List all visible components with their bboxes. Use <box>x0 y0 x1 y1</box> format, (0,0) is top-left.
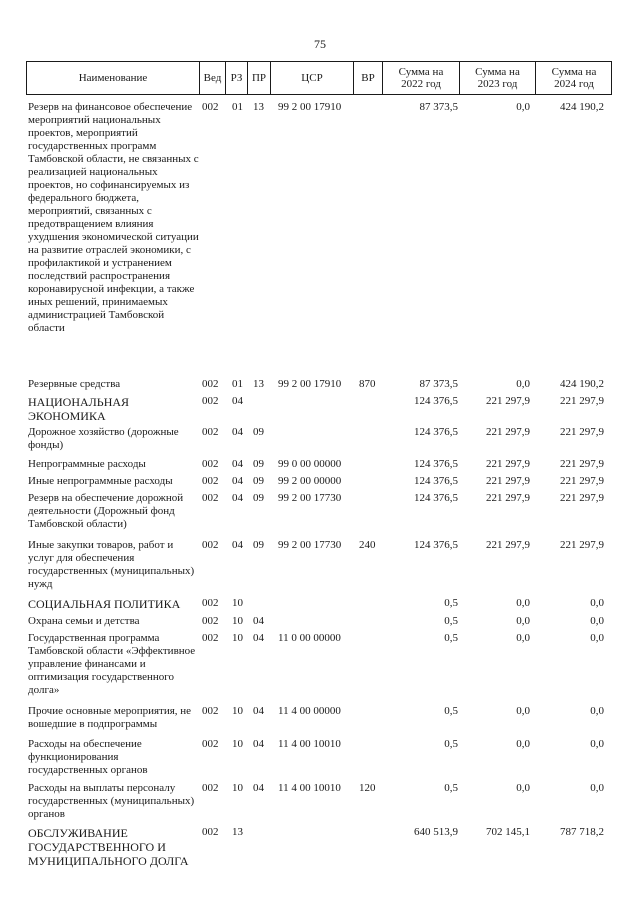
row-rz: 04 <box>232 492 243 504</box>
row-csr: 99 2 00 17910 <box>278 378 342 390</box>
row-sum-2023: 0,0 <box>516 101 530 113</box>
row-ved: 002 <box>202 705 219 717</box>
row-ved: 002 <box>202 101 219 113</box>
row-sum-2023: 221 297,9 <box>486 492 530 504</box>
row-ved: 002 <box>202 458 219 470</box>
row-sum-2022: 640 513,9 <box>414 826 458 838</box>
row-rz: 10 <box>232 782 243 794</box>
row-csr: 11 0 00 00000 <box>278 632 341 644</box>
row-rz: 04 <box>232 539 243 551</box>
row-sum-2023: 221 297,9 <box>486 395 530 407</box>
row-sum-2024: 424 190,2 <box>560 378 604 390</box>
row-rz: 04 <box>232 475 243 487</box>
header-sum-2023: Сумма на 2023 год <box>475 66 520 90</box>
header-sum-2022: Сумма на 2022 год <box>398 66 444 90</box>
header-ved: Вед <box>203 72 222 84</box>
row-sum-2022: 87 373,5 <box>419 378 458 390</box>
row-name: Прочие основные мероприятия, не вошедшие в подпрограммы <box>28 705 192 730</box>
row-rz: 04 <box>232 458 243 470</box>
row-sum-2023: 221 297,9 <box>486 426 530 438</box>
row-pr: 04 <box>253 705 264 717</box>
row-sum-2024: 221 297,9 <box>560 395 604 407</box>
row-pr: 04 <box>253 632 264 644</box>
row-sum-2022: 87 373,5 <box>419 101 458 113</box>
row-csr: 99 0 00 00000 <box>278 458 342 470</box>
row-sum-2024: 221 297,9 <box>560 539 604 551</box>
row-ved: 002 <box>202 475 219 487</box>
row-sum-2024: 221 297,9 <box>560 475 604 487</box>
header-vr: ВР <box>361 72 375 84</box>
row-pr: 09 <box>253 475 264 487</box>
row-pr: 13 <box>253 378 264 390</box>
row-sum-2022: 124 376,5 <box>414 395 458 407</box>
row-sum-2023: 0,0 <box>516 705 530 717</box>
row-sum-2023: 0,0 <box>516 782 530 794</box>
row-pr: 04 <box>253 738 264 750</box>
row-sum-2022: 0,5 <box>444 705 458 717</box>
row-ved: 002 <box>202 378 219 390</box>
row-name: Непрограммные расходы <box>28 458 146 470</box>
row-name: Иные закупки товаров, работ и услуг для обеспечения государственных (муниципальных) нужд <box>28 539 195 590</box>
row-sum-2024: 221 297,9 <box>560 426 604 438</box>
row-ved: 002 <box>202 597 219 609</box>
row-pr: 04 <box>253 615 264 627</box>
row-sum-2022: 0,5 <box>444 782 458 794</box>
row-csr: 11 4 00 10010 <box>278 738 341 750</box>
row-sum-2024: 787 718,2 <box>560 826 604 838</box>
row-rz: 10 <box>232 738 243 750</box>
header-csr: ЦСР <box>301 72 323 84</box>
row-csr: 11 4 00 10010 <box>278 782 341 794</box>
row-sum-2024: 0,0 <box>590 738 604 750</box>
header-pr: ПР <box>251 72 267 84</box>
row-sum-2023: 702 145,1 <box>486 826 530 838</box>
row-pr: 09 <box>253 492 264 504</box>
header-name: Наименование <box>78 72 148 84</box>
row-sum-2022: 0,5 <box>444 597 458 609</box>
row-sum-2022: 124 376,5 <box>414 539 458 551</box>
row-pr: 09 <box>253 539 264 551</box>
row-ved: 002 <box>202 426 219 438</box>
row-sum-2023: 221 297,9 <box>486 458 530 470</box>
row-ved: 002 <box>202 539 219 551</box>
row-rz: 10 <box>232 705 243 717</box>
row-sum-2023: 221 297,9 <box>486 539 530 551</box>
header-rz: РЗ <box>230 72 243 84</box>
row-sum-2022: 124 376,5 <box>414 492 458 504</box>
row-name: Резервные средства <box>28 378 121 390</box>
row-rz: 04 <box>232 426 243 438</box>
row-rz: 04 <box>232 395 243 407</box>
row-sum-2023: 0,0 <box>516 615 530 627</box>
row-name: Резерв на финансовое обеспечение мероприятий национальных проектов, мероприятий государственных программ Тамбовской области, не связанных с реализацией национальных проектов, но софинансируемых из федерального бюджета, мероприятий, связанных с предотвращением влияния ухудшения экономической ситуации на развитие отраслей экономики, с профилактикой и устранением последствий распространения коронавирусной инфекции, а также иных решений, принимаемых администрацией Тамбовской области <box>28 101 199 334</box>
row-ved: 002 <box>202 615 219 627</box>
row-ved: 002 <box>202 738 219 750</box>
row-sum-2023: 0,0 <box>516 632 530 644</box>
row-sum-2023: 221 297,9 <box>486 475 530 487</box>
table-header <box>26 61 612 95</box>
row-ved: 002 <box>202 492 219 504</box>
row-name: Расходы на обеспечение функционирования государственных органов <box>28 738 148 776</box>
row-sum-2023: 0,0 <box>516 738 530 750</box>
row-ved: 002 <box>202 782 219 794</box>
row-csr: 99 2 00 17730 <box>278 492 342 504</box>
row-pr: 09 <box>253 458 264 470</box>
row-ved: 002 <box>202 632 219 644</box>
row-sum-2023: 0,0 <box>516 597 530 609</box>
row-sum-2024: 0,0 <box>590 632 604 644</box>
row-rz: 01 <box>232 101 243 113</box>
row-rz: 13 <box>232 826 243 838</box>
row-csr: 11 4 00 00000 <box>278 705 341 717</box>
row-sum-2022: 0,5 <box>444 632 458 644</box>
row-name: Дорожное хозяйство (дорожные фонды) <box>28 426 179 451</box>
row-name: НАЦИОНАЛЬНАЯ ЭКОНОМИКА <box>28 395 130 423</box>
row-name: Иные непрограммные расходы <box>28 475 173 487</box>
row-sum-2024: 0,0 <box>590 782 604 794</box>
row-sum-2022: 0,5 <box>444 738 458 750</box>
row-sum-2022: 124 376,5 <box>414 426 458 438</box>
row-name: Охрана семьи и детства <box>28 615 140 627</box>
row-name: Резерв на обеспечение дорожной деятельности (Дорожный фонд Тамбовской области) <box>28 492 184 530</box>
row-vr: 120 <box>359 782 376 794</box>
row-csr: 99 2 00 17910 <box>278 101 342 113</box>
row-sum-2024: 0,0 <box>590 705 604 717</box>
row-rz: 10 <box>232 632 243 644</box>
row-sum-2024: 0,0 <box>590 597 604 609</box>
row-sum-2024: 221 297,9 <box>560 458 604 470</box>
row-name: СОЦИАЛЬНАЯ ПОЛИТИКА <box>28 597 181 611</box>
row-csr: 99 2 00 17730 <box>278 539 342 551</box>
row-pr: 09 <box>253 426 264 438</box>
row-sum-2024: 0,0 <box>590 615 604 627</box>
row-ved: 002 <box>202 826 219 838</box>
page-number: 75 <box>314 37 326 51</box>
row-rz: 10 <box>232 597 243 609</box>
row-pr: 04 <box>253 782 264 794</box>
row-sum-2022: 124 376,5 <box>414 475 458 487</box>
row-sum-2022: 0,5 <box>444 615 458 627</box>
row-rz: 10 <box>232 615 243 627</box>
row-name: Государственная программа Тамбовской области «Эффективное управление финансами и оптимизация государственного долга» <box>28 632 196 696</box>
row-name: Расходы на выплаты персоналу государственных (муниципальных) органов <box>28 782 195 820</box>
row-sum-2024: 221 297,9 <box>560 492 604 504</box>
row-sum-2022: 124 376,5 <box>414 458 458 470</box>
row-sum-2023: 0,0 <box>516 378 530 390</box>
row-csr: 99 2 00 00000 <box>278 475 342 487</box>
row-pr: 13 <box>253 101 264 113</box>
row-vr: 240 <box>359 539 376 551</box>
row-vr: 870 <box>359 378 376 390</box>
row-ved: 002 <box>202 395 219 407</box>
row-name: ОБСЛУЖИВАНИЕ ГОСУДАРСТВЕННОГО И МУНИЦИПАЛЬНОГО ДОЛГА <box>28 826 189 868</box>
header-sum-2024: Сумма на 2024 год <box>551 66 597 90</box>
row-sum-2024: 424 190,2 <box>560 101 604 113</box>
row-rz: 01 <box>232 378 243 390</box>
